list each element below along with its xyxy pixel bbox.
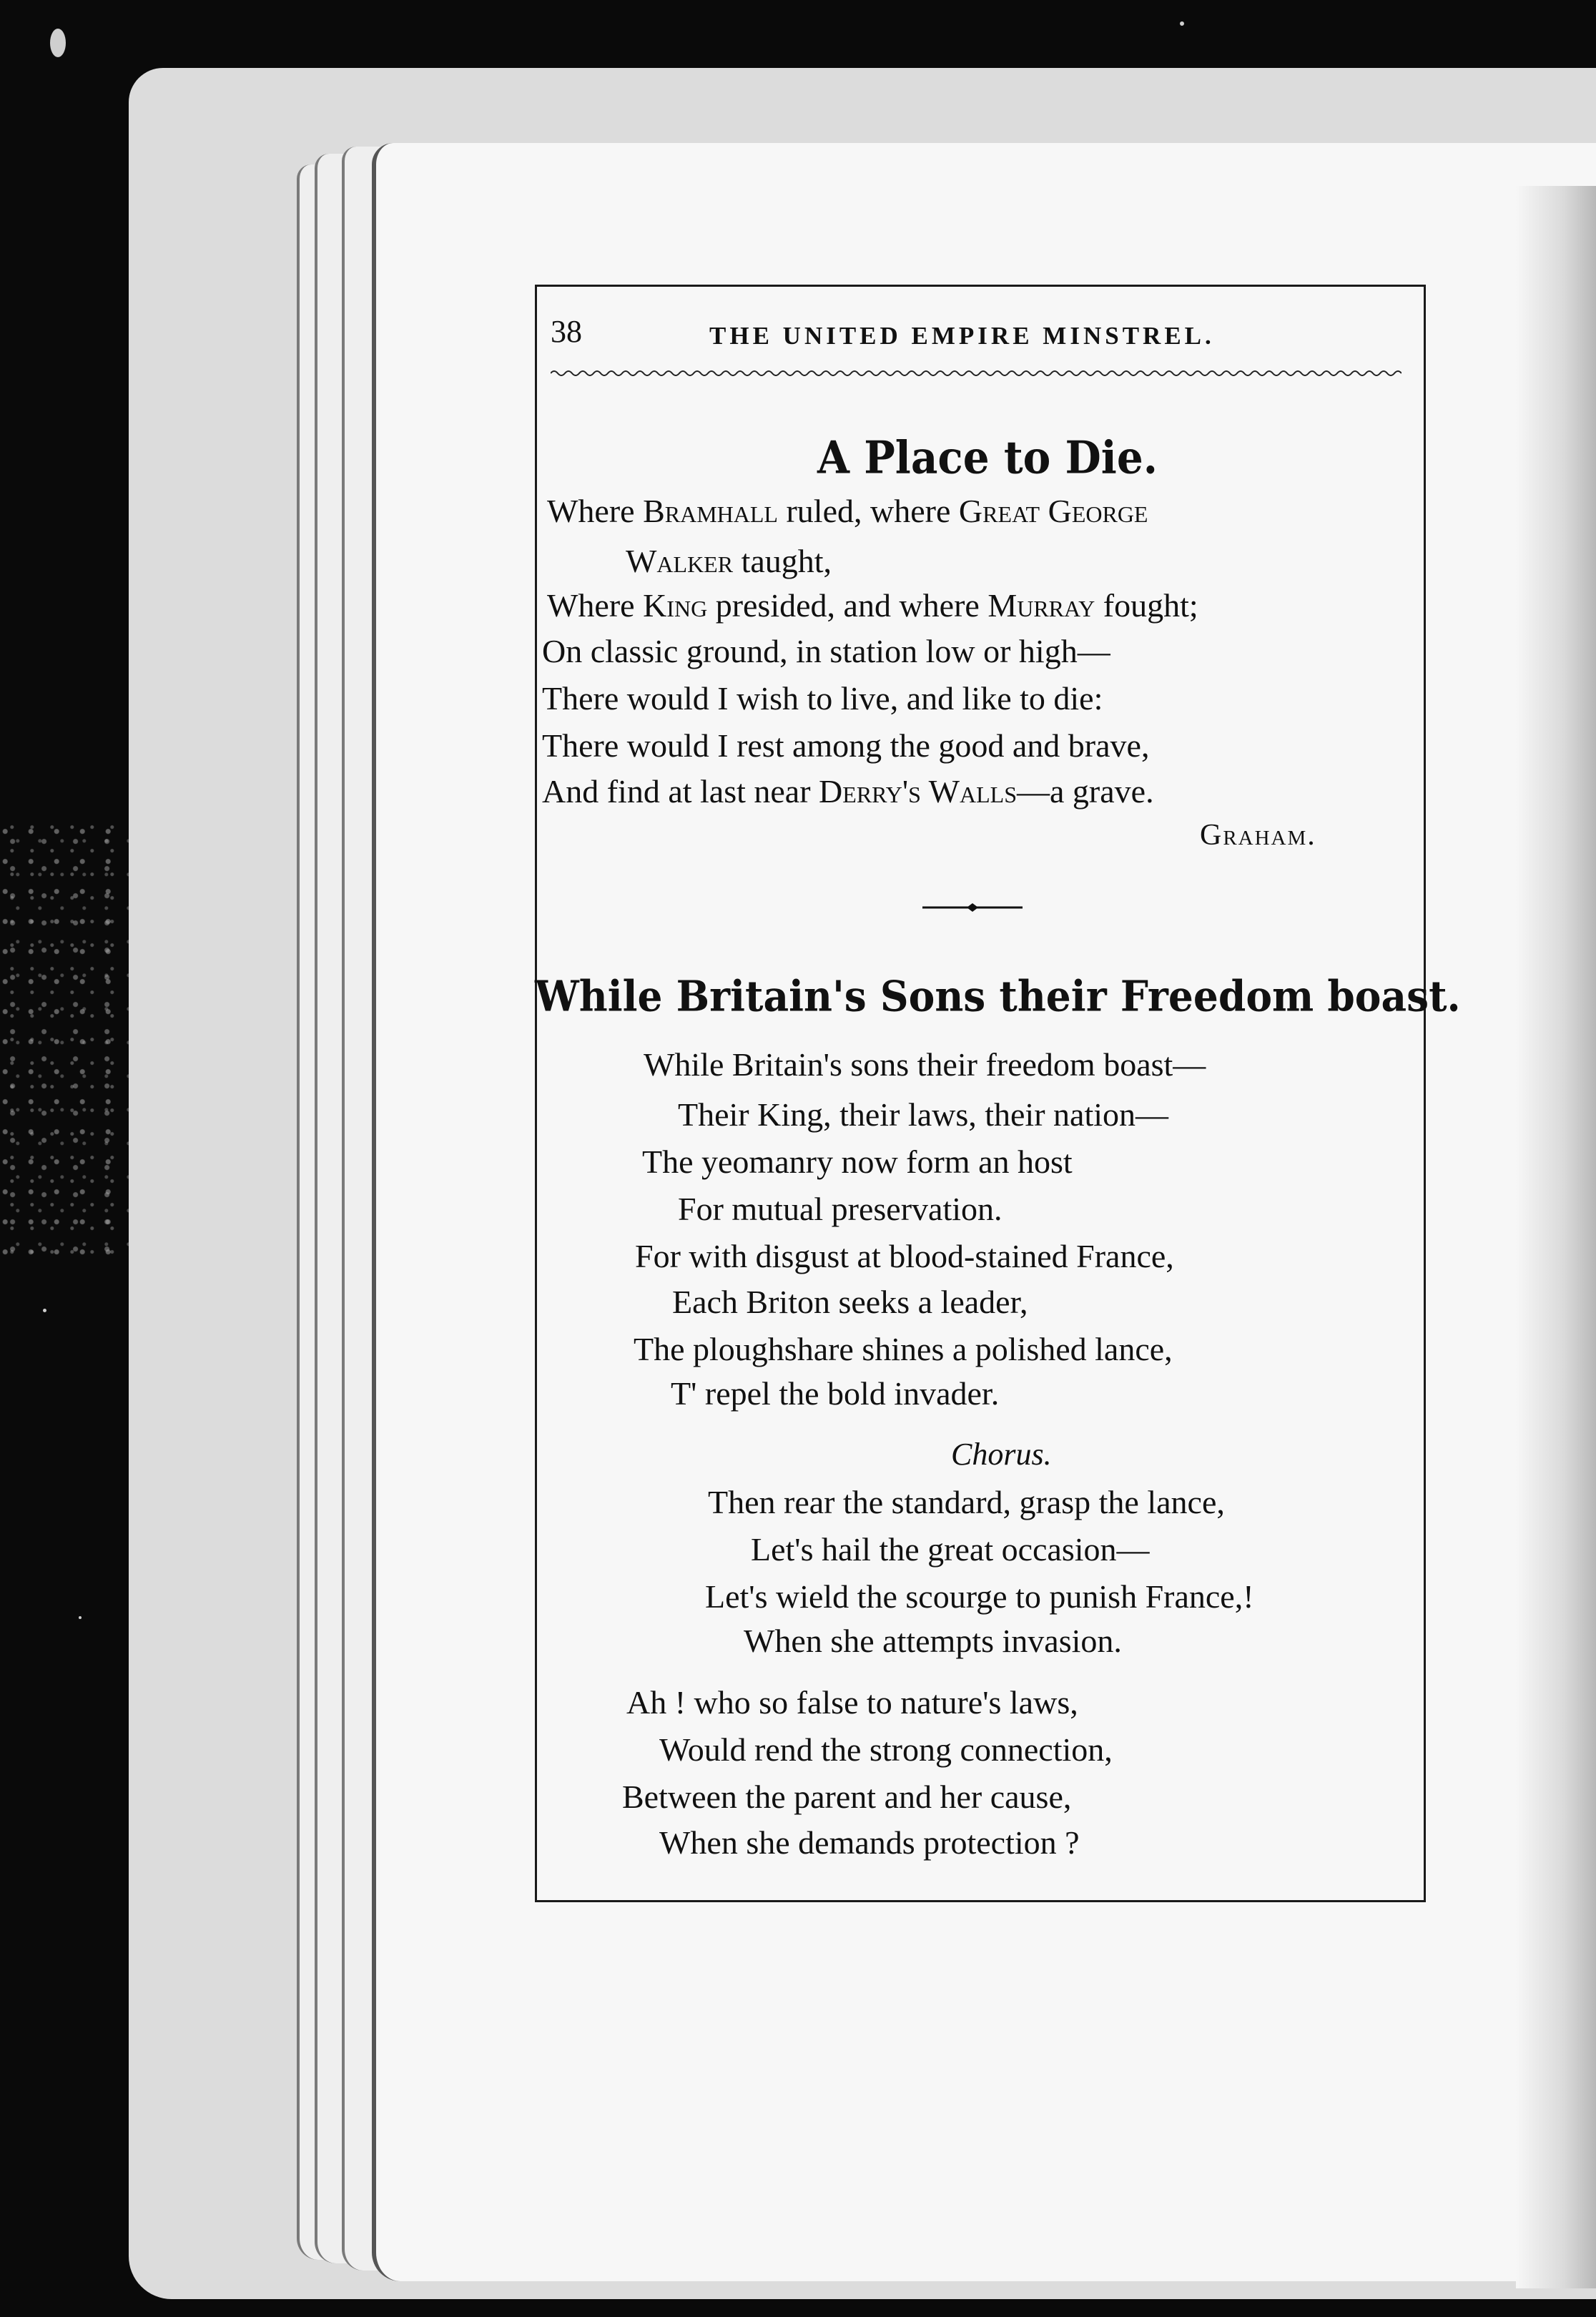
poem-line: Let's wield the scourge to punish France,! [705, 1578, 1254, 1615]
dust-speck [1180, 21, 1184, 26]
poem-line: When she demands protection ? [659, 1824, 1080, 1861]
dust-speck [50, 29, 66, 57]
dust-speck [79, 1616, 82, 1619]
poem-line: The yeomanry now form an host [642, 1143, 1073, 1180]
poem-title: While Britain's Sons their Freedom boast. [535, 970, 1461, 1021]
poem-line: Their King, their laws, their nation— [678, 1096, 1169, 1133]
poem-line: Where King presided, and where Murray fought; [547, 587, 1198, 624]
poem-title: A Place to Die. [817, 431, 1158, 484]
poem-line: On classic ground, in station low or high— [542, 633, 1110, 669]
poem-line: Would rend the strong connection, [659, 1731, 1113, 1768]
running-head [551, 313, 1423, 356]
poem-line: Each Briton seeks a leader, [672, 1284, 1028, 1320]
ornamental-rule [551, 369, 1402, 378]
chorus-label: Chorus. [951, 1437, 1052, 1472]
poem-author: Graham. [1200, 819, 1316, 852]
poem-line: Ah ! who so false to nature's laws, [626, 1684, 1078, 1721]
poem-line: While Britain's sons their freedom boast— [644, 1046, 1206, 1083]
poem-line: When she attempts invasion. [744, 1623, 1122, 1659]
poem-line: Walker taught, [626, 543, 832, 579]
running-title: THE UNITED EMPIRE MINSTREL. [709, 322, 1215, 350]
poem-line: For with disgust at blood-stained France, [635, 1238, 1174, 1274]
poem-line: Where Bramhall ruled, where Great George [547, 493, 1148, 529]
section-divider [922, 902, 1023, 912]
poem-line: For mutual preservation. [678, 1191, 1003, 1227]
page-number: 38 [551, 314, 582, 349]
poem-line: Let's hail the great occasion— [751, 1531, 1150, 1568]
poem-line: T' repel the bold invader. [671, 1375, 1000, 1412]
poem-line: The ploughshare shines a polished lance, [634, 1331, 1173, 1367]
dust-speck [43, 1309, 46, 1312]
poem-line: There would I rest among the good and brave, [542, 727, 1150, 764]
page-gutter [1516, 186, 1596, 2288]
poem-line: There would I wish to live, and like to die: [542, 680, 1103, 717]
poem-line: Then rear the standard, grasp the lance, [708, 1484, 1225, 1520]
poem-line: And find at last near Derry's Walls—a grave. [542, 773, 1154, 810]
poem-line: Between the parent and her cause, [622, 1779, 1072, 1815]
